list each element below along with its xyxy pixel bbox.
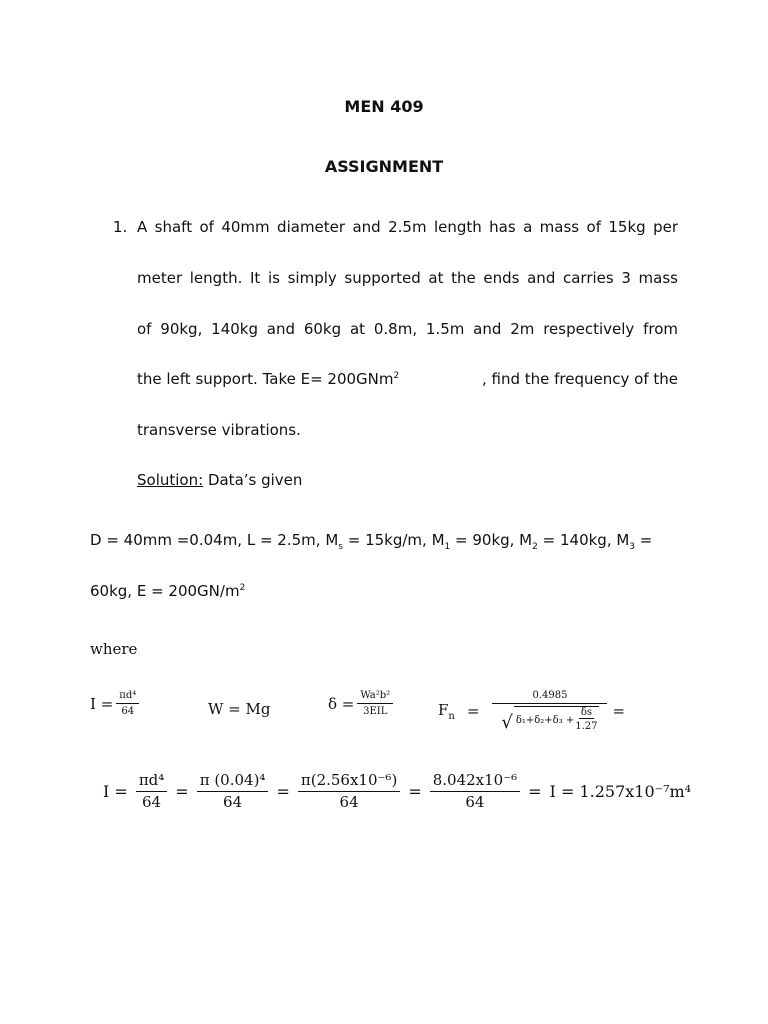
fn-fraction: 0.4985 √ δ₁+δ₂+δ₃ + $\frac{\delta s}{1.27}$ <box>492 690 607 732</box>
data-given-line-1 <box>90 531 678 552</box>
computation-frac-1: $\frac{\text{πd⁴}}{64}$ <box>136 772 167 810</box>
course-code: MEN 409 <box>344 97 424 116</box>
formula-W: W = Mg <box>208 700 271 718</box>
solution-label: Solution: <box>137 471 204 489</box>
question-line-4-sup: 2 <box>393 371 400 381</box>
question-line-4-main: the left support. Take E= 200GNm$^2$ <box>137 370 400 388</box>
formula-I: I = $\frac{\text{πd⁴}}{64}$ <box>90 690 142 717</box>
computation-lhs: I = <box>103 781 128 801</box>
solution-text: Data’s given <box>203 471 303 489</box>
question-line-1: A shaft of 40mm diameter and 2.5m length has a mass of 15kg per <box>137 218 678 236</box>
document-title: ASSIGNMENT <box>324 157 444 176</box>
data-given-line-1-text: D = 40mm =0.04m, L = 2.5m, $M_s = 15kg/m$, $M_1 = 90kg$, $M_2 = 140kg$, $M_3$ = <box>90 531 653 552</box>
data-given-line-2-sup: 2 <box>239 583 246 593</box>
question-line-3: of 90kg, 140kg and 60kg at 0.8m, 1.5m and 2m respectively from <box>137 320 678 338</box>
formula-delta: δ = $\frac{\text{Wa²b²}}{\text{3EIL}}$ <box>328 690 396 717</box>
computation-frac-4: $\frac{\text{8.042x10⁻⁶}}{64}$ <box>430 772 520 810</box>
fn-lhs: $F_n$ <box>438 700 455 722</box>
computation-row: I = $\frac{\text{πd⁴}}{64}$ = $\frac{\text{π (0.04)⁴}}{64}$ = $\frac{\text{π(2.56x10⁻⁶)}}{64}$ = $\frac{\text{8.042x10⁻⁶}}{64}$ = I = 1.257x10⁻⁷m⁴ <box>103 771 692 811</box>
question-line-2: meter length. It is simply supported at the ends and carries 3 mass <box>137 269 678 287</box>
question-line-4 <box>137 370 678 388</box>
where-label: where <box>90 640 138 658</box>
computation-result: I = 1.257x10⁻⁷m⁴ <box>549 781 692 801</box>
question-line-5: transverse vibrations. <box>137 421 301 439</box>
data-given-line-2: 60kg, $E = 200GN/m^2$ <box>90 582 246 600</box>
computation-frac-3: $\frac{\text{π(2.56x10⁻⁶)}}{64}$ <box>298 772 400 810</box>
formula-Fn: $F_n$ = 0.4985 √ δ₁+δ₂+δ₃ + $\frac{\delta s}{1.27}$ = <box>438 690 626 733</box>
sqrt-symbol: √ δ₁+δ₂+δ₃ + $\frac{\delta s}{1.27}$ <box>501 707 598 733</box>
computation-frac-2: $\frac{\text{π (0.04)⁴}}{64}$ <box>197 772 269 810</box>
question-number: 1. <box>113 218 128 236</box>
solution-line <box>137 471 302 489</box>
question-line-4-tail: , find the frequency of the <box>481 370 678 388</box>
